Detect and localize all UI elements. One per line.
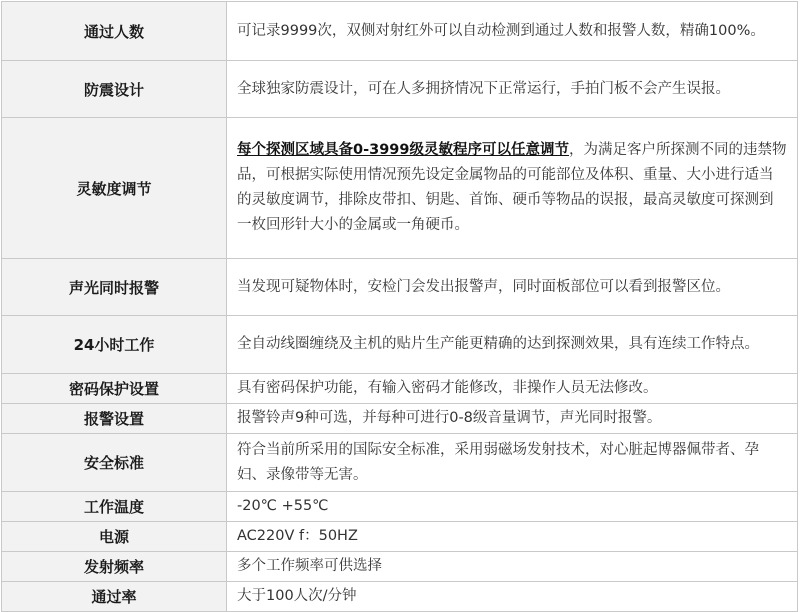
table-row xyxy=(2,582,798,612)
row-value: 当发现可疑物体时，安检门会发出报警声，同时面板部位可以看到报警区位。 xyxy=(227,259,798,316)
table-row xyxy=(2,404,798,434)
row-label: 密码保护设置 xyxy=(2,374,227,404)
row-label: 声光同时报警 xyxy=(2,259,227,316)
row-value: 符合当前所采用的国际安全标准，采用弱磁场发射技术，对心脏起博器佩带者、孕妇、录像带等无害。 xyxy=(227,434,798,492)
row-value: 具有密码保护功能，有输入密码才能修改，非操作人员无法修改。 xyxy=(227,374,798,404)
row-value: 全球独家防震设计，可在人多拥挤情况下正常运行，手拍门板不会产生误报。 xyxy=(227,61,798,118)
row-label: 发射频率 xyxy=(2,552,227,582)
row-label: 通过人数 xyxy=(2,2,227,61)
row-label: 24小时工作 xyxy=(2,316,227,374)
table-row xyxy=(2,259,798,316)
row-label: 防震设计 xyxy=(2,61,227,118)
emphasized-text: 每个探测区域具备0-3999级灵敏程序可以任意调节 xyxy=(237,142,569,158)
spec-table xyxy=(1,1,798,612)
table-row xyxy=(2,522,798,552)
table-row xyxy=(2,2,798,61)
row-value: 多个工作频率可供选择 xyxy=(227,552,798,582)
row-value: 可记录9999次，双侧对射红外可以自动检测到通过人数和报警人数，精确100%。 xyxy=(227,2,798,61)
row-label: 工作温度 xyxy=(2,492,227,522)
row-label: 报警设置 xyxy=(2,404,227,434)
row-label: 灵敏度调节 xyxy=(2,118,227,259)
row-value: -20℃ +55℃ xyxy=(227,492,798,522)
table-row xyxy=(2,61,798,118)
row-label: 安全标准 xyxy=(2,434,227,492)
row-value: 大于100人次/分钟 xyxy=(227,582,798,612)
row-value: 报警铃声9种可选，并每种可进行0-8级音量调节，声光同时报警。 xyxy=(227,404,798,434)
row-value-text: ，为满足客户所探测不同的违禁物品，可根据实际使用情况预先设定金属物品的可能部位及体积、重量、大小进行适当的灵敏度调节，排除皮带扣、钥匙、首饰、硬币等物品的误报，最高灵敏度可探测到一枚回形针大小的金属或一角硬币。 xyxy=(237,142,787,233)
row-label: 电源 xyxy=(2,522,227,552)
table-row xyxy=(2,492,798,522)
row-value xyxy=(227,118,798,259)
table-row xyxy=(2,316,798,374)
row-value: AC220V f：50HZ xyxy=(227,522,798,552)
row-label: 通过率 xyxy=(2,582,227,612)
table-row xyxy=(2,552,798,582)
table-row xyxy=(2,374,798,404)
row-value: 全自动线圈缠绕及主机的贴片生产能更精确的达到探测效果，具有连续工作特点。 xyxy=(227,316,798,374)
table-row xyxy=(2,434,798,492)
table-row xyxy=(2,118,798,259)
